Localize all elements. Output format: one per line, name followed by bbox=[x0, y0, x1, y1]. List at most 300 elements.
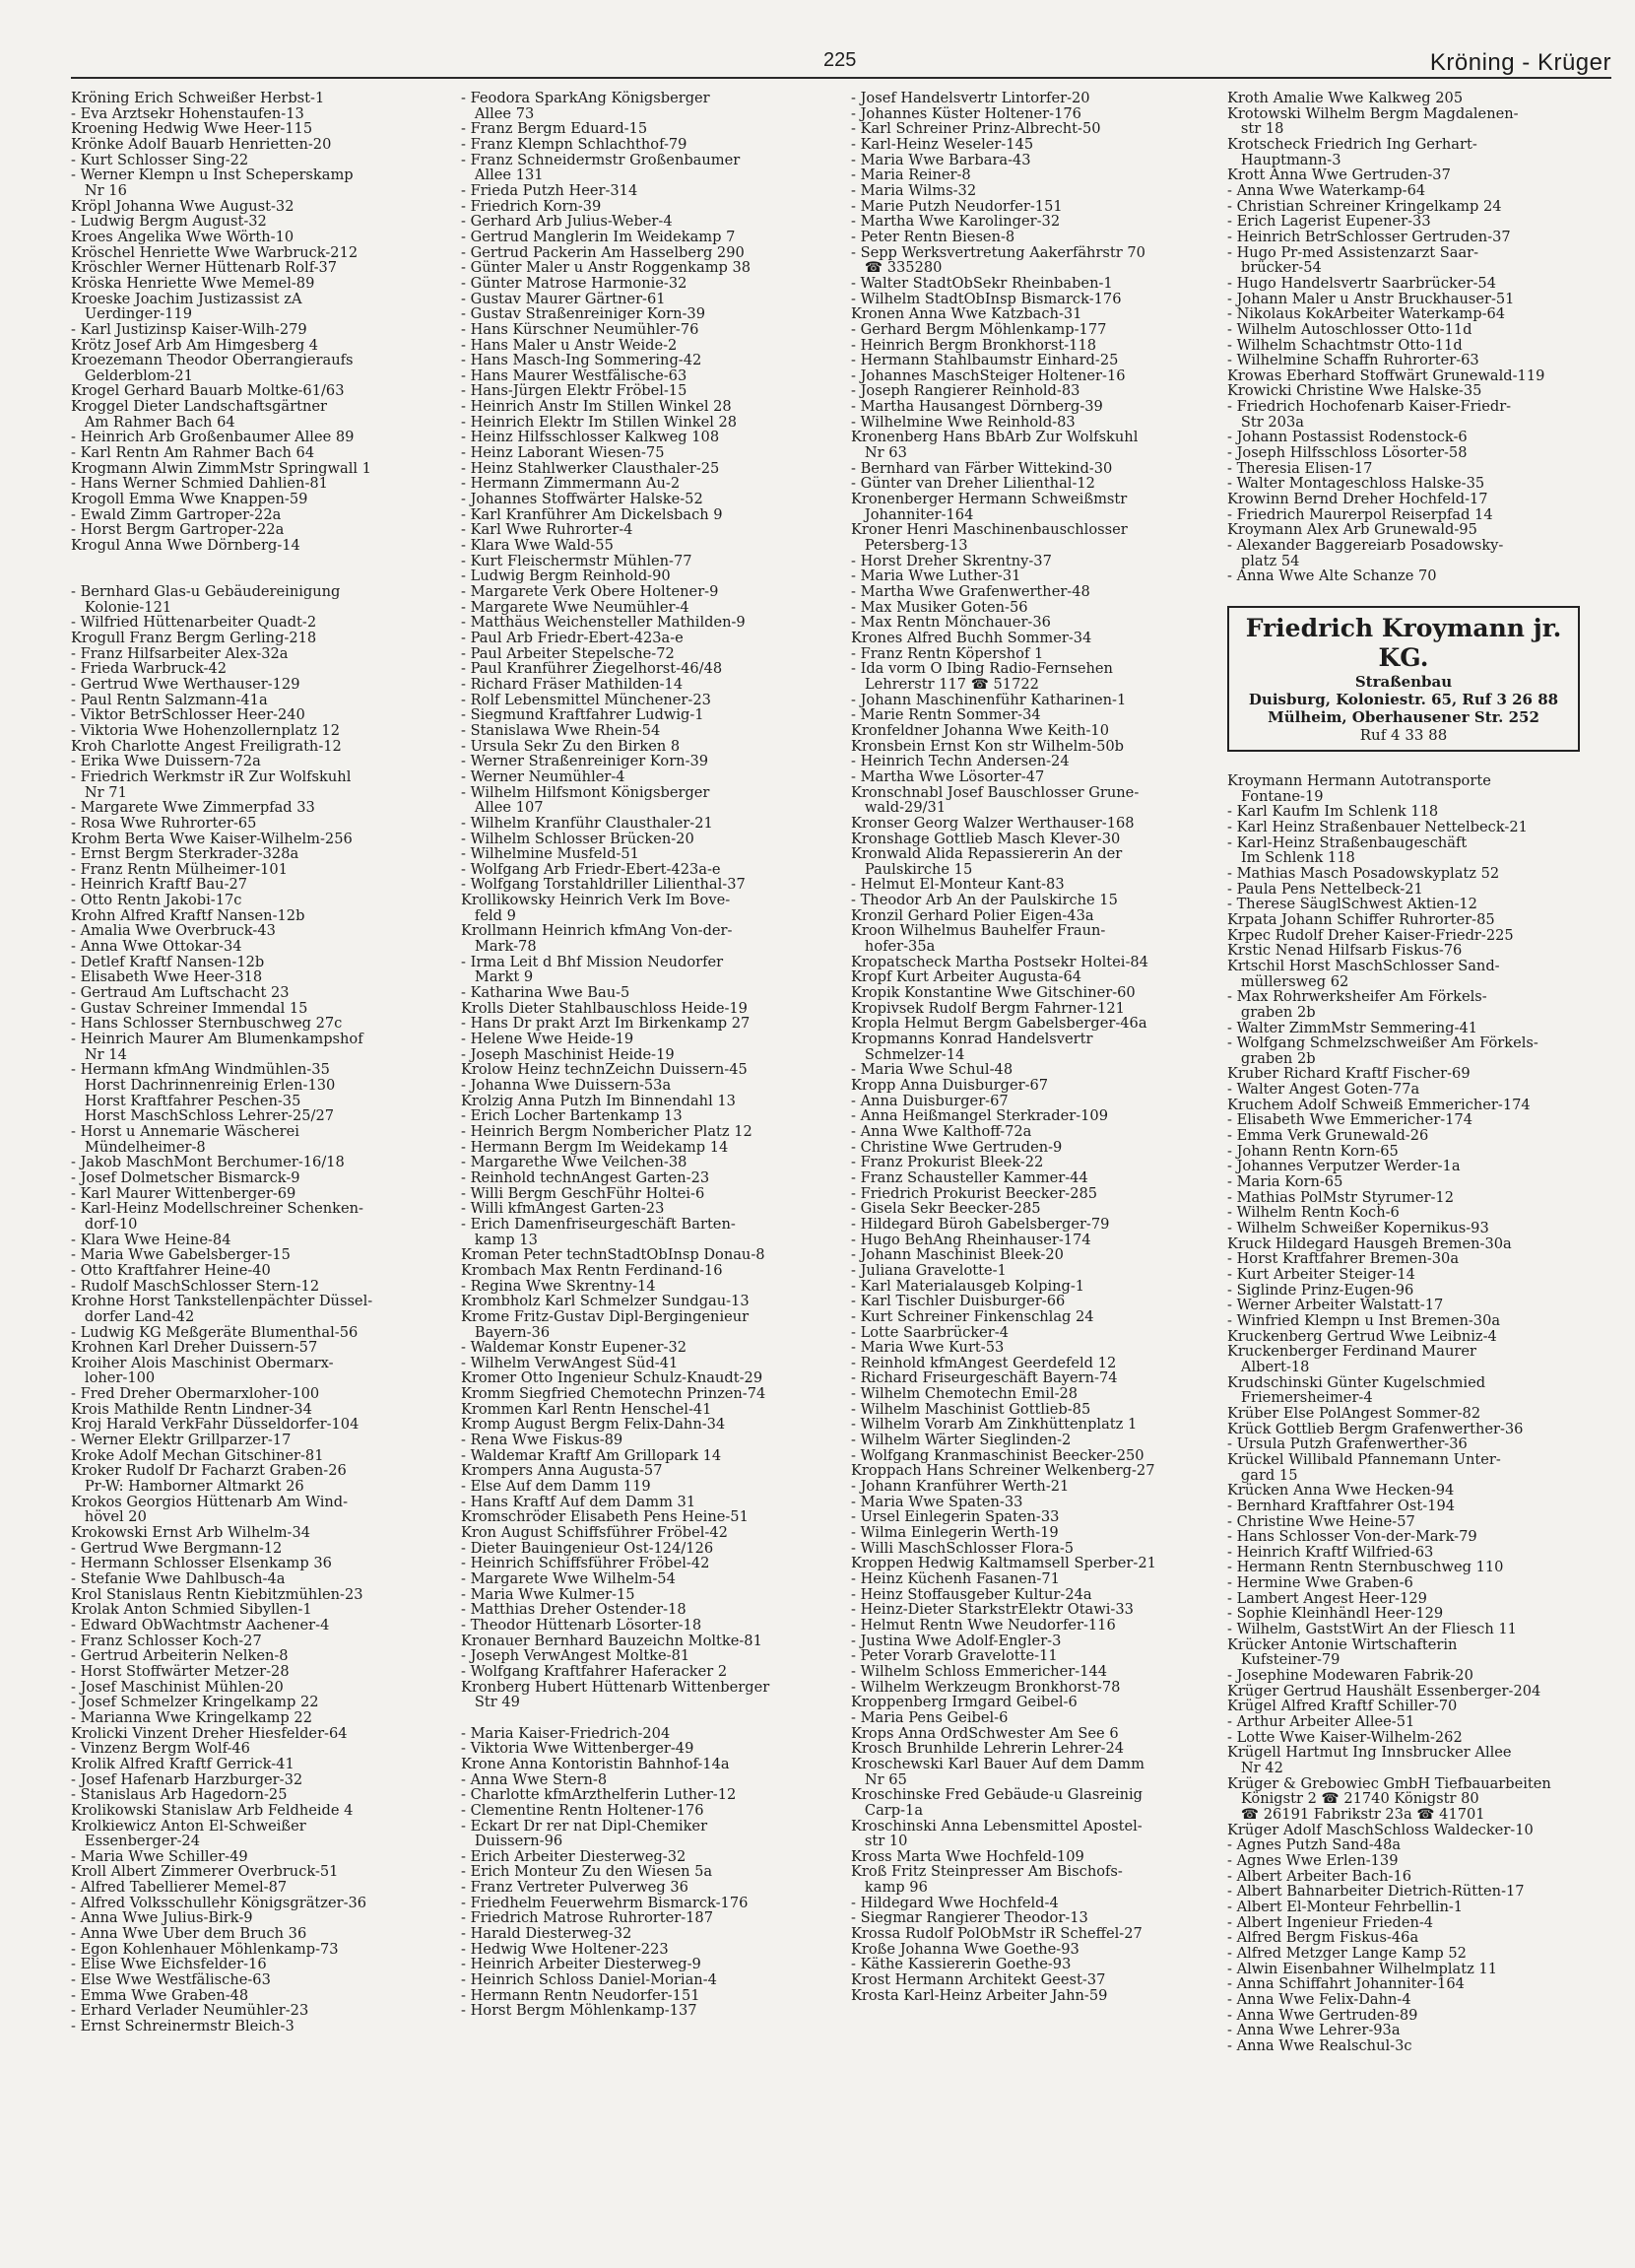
directory-entry: Kroggel Dieter Landschaftsgärtner bbox=[71, 399, 327, 415]
advertisement-company: Friedrich Kroymann jr. KG. bbox=[1245, 614, 1562, 672]
directory-entry: Krolls Dieter Stahlbauschloss Heide-19 bbox=[461, 1000, 748, 1017]
directory-entry: - Gisela Sekr Beecker-285 bbox=[851, 1201, 1041, 1217]
advertisement-phone: Ruf 4 33 88 bbox=[1359, 726, 1448, 744]
directory-entry: - Horst Bergm Gartroper-22a bbox=[71, 522, 285, 539]
directory-entry: - Hermann Zimmermann Au-2 bbox=[461, 476, 681, 493]
directory-entry: - Hans Kürschner Neumühler-76 bbox=[461, 321, 699, 338]
directory-entry: Krohnen Karl Dreher Duissern-57 bbox=[71, 1340, 318, 1356]
directory-entry: - Friedhelm Feuerwehrm Bismarck-176 bbox=[461, 1895, 749, 1911]
directory-entry: - Horst Bergm Möhlenkamp-137 bbox=[461, 2003, 697, 2020]
directory-entry: - Erich Lagerist Eupener-33 bbox=[1227, 214, 1431, 230]
directory-entry: - Maria Wwe Schul-48 bbox=[851, 1062, 1014, 1078]
directory-entry: - Kurt Schreiner Finkenschlag 24 bbox=[851, 1308, 1094, 1325]
directory-entry: - Alfred Volksschullehr Königsgrätzer-36 bbox=[71, 1895, 367, 1911]
directory-entry: - Maria Wwe Gabelsberger-15 bbox=[71, 1247, 291, 1263]
directory-entry: - Johann Maler u Anstr Bruckhauser-51 bbox=[1227, 291, 1515, 307]
directory-entry: - Eckart Dr rer nat Dipl-Chemiker bbox=[461, 1818, 708, 1834]
directory-entry: - Alwin Eisenbahner Wilhelmplatz 11 bbox=[1227, 1961, 1498, 1977]
directory-entry: - Wilhelm Schlosser Brücken-20 bbox=[461, 831, 694, 847]
directory-entry: - Waldemar Kraftf Am Grillopark 14 bbox=[461, 1447, 722, 1464]
directory-entry: - Karl-Heinz Modellschreiner Schenken- bbox=[71, 1201, 363, 1217]
directory-entry: Krogmann Alwin ZimmMstr Springwall 1 bbox=[71, 460, 371, 477]
directory-entry: Kropp Anna Duisburger-67 bbox=[851, 1078, 1049, 1094]
directory-entry: - Helene Wwe Heide-19 bbox=[461, 1032, 634, 1047]
directory-entry: - Alfred Tabellierer Memel-87 bbox=[71, 1880, 288, 1896]
directory-entry: Krücken Anna Wwe Hecken-94 bbox=[1227, 1483, 1455, 1499]
directory-entry: - Paula Pens Nettelbeck-21 bbox=[1227, 881, 1423, 898]
directory-entry: Nr 16 bbox=[71, 182, 127, 199]
directory-entry: loher-100 bbox=[71, 1370, 156, 1387]
directory-entry: Kroß Fritz Steinpresser Am Bischofs- bbox=[851, 1864, 1123, 1881]
directory-entry bbox=[71, 568, 443, 584]
directory-entry: - Maria Korn-65 bbox=[1227, 1174, 1343, 1190]
directory-entry: - Hermann kfmAng Windmühlen-35 bbox=[71, 1062, 330, 1078]
directory-entry: - Christian Schreiner Kringelkamp 24 bbox=[1227, 198, 1502, 215]
directory-entry: - Friedrich Matrose Ruhrorter-187 bbox=[461, 1910, 713, 1927]
directory-entry: Kroke Adolf Mechan Gitschiner-81 bbox=[71, 1447, 324, 1464]
directory-entry: Krombholz Karl Schmelzer Sundgau-13 bbox=[461, 1294, 750, 1309]
directory-entry: - Marie Rentn Sommer-34 bbox=[851, 707, 1041, 723]
directory-entry: Krücker Antonie Wirtschafterin bbox=[1227, 1636, 1458, 1653]
directory-entry: Krstic Nenad Hilfsarb Fiskus-76 bbox=[1227, 943, 1463, 959]
directory-entry: - Franz Vertreter Pulverweg 36 bbox=[461, 1880, 688, 1896]
directory-entry: - Johanna Wwe Duissern-53a bbox=[461, 1078, 672, 1094]
directory-entry: Kröning Erich Schweißer Herbst-1 bbox=[71, 91, 325, 106]
directory-entry: Am Rahmer Bach 64 bbox=[71, 414, 235, 431]
directory-entry: - Werner Klempn u Inst Scheperskamp bbox=[71, 167, 354, 183]
directory-entry: Lehrerstr 117 ☎ 51722 bbox=[851, 676, 1039, 693]
directory-entry: - Ludwig Bergm August-32 bbox=[71, 214, 267, 230]
directory-entry: - Heinrich Kraftf Wilfried-63 bbox=[1227, 1544, 1434, 1561]
directory-entry: - Kurt Fleischermstr Mühlen-77 bbox=[461, 553, 692, 569]
directory-entry: Im Schlenk 118 bbox=[1227, 850, 1355, 866]
directory-entry: kamp 13 bbox=[461, 1232, 538, 1248]
directory-entry: - Josef Handelsvertr Lintorfer-20 bbox=[851, 91, 1090, 106]
directory-entry: - Josef Maschinist Mühlen-20 bbox=[71, 1679, 284, 1696]
directory-entry: - Heinz Laborant Wiesen-75 bbox=[461, 445, 665, 461]
directory-entry: Krosch Brunhilde Lehrerin Lehrer-24 bbox=[851, 1741, 1125, 1757]
directory-entry: - Wilhelm, GaststWirt An der Fliesch 11 bbox=[1227, 1622, 1517, 1637]
directory-entry: brücker-54 bbox=[1227, 260, 1322, 276]
directory-entry: - Heinrich Anstr Im Stillen Winkel 28 bbox=[461, 399, 732, 415]
directory-entry: - Karl Kranführer Am Dickelsbach 9 bbox=[461, 506, 723, 523]
directory-entry: Krolow Heinz technZeichn Duissern-45 bbox=[461, 1062, 748, 1078]
directory-entry: - Katharina Wwe Bau-5 bbox=[461, 985, 630, 1001]
directory-entry: Paulskirche 15 bbox=[851, 861, 973, 878]
directory-entry: Allee 107 bbox=[461, 800, 544, 816]
directory-entry: feld 9 bbox=[461, 907, 516, 924]
directory-entry: - Gustav Schreiner Immendal 15 bbox=[71, 1000, 308, 1017]
directory-entry: Gelderblom-21 bbox=[71, 367, 193, 384]
directory-entry: - Joseph Hilfsschloss Lösorter-58 bbox=[1227, 445, 1468, 461]
directory-entry: Markt 9 bbox=[461, 969, 534, 986]
directory-entry: - Edward ObWachtmstr Aachener-4 bbox=[71, 1617, 330, 1634]
directory-entry: Krüger & Grebowiec GmbH Tiefbauarbeiten bbox=[1227, 1775, 1551, 1792]
directory-entry: Kruber Richard Kraftf Fischer-69 bbox=[1227, 1066, 1471, 1083]
directory-entry: - Albert El-Monteur Fehrbellin-1 bbox=[1227, 1899, 1464, 1915]
directory-entry: - Rosa Wwe Ruhrorter-65 bbox=[71, 815, 257, 832]
directory-entry: - Karl Tischler Duisburger-66 bbox=[851, 1294, 1066, 1309]
directory-entry: - Maria Wwe Kulmer-15 bbox=[461, 1586, 635, 1603]
header-rule bbox=[71, 77, 1611, 79]
directory-entry: Krolkiewicz Anton El-Schweißer bbox=[71, 1818, 306, 1834]
directory-entry: - Margarete Wwe Wilhelm-54 bbox=[461, 1571, 676, 1587]
directory-entry: - Hermann Bergm Im Weidekamp 14 bbox=[461, 1139, 729, 1156]
directory-entry: - Hermine Wwe Graben-6 bbox=[1227, 1575, 1413, 1591]
directory-entry: Krohne Horst Tankstellenpächter Düssel- bbox=[71, 1294, 373, 1309]
directory-entry: - Walter StadtObSekr Rheinbaben-1 bbox=[851, 275, 1113, 292]
directory-entry: Str 49 bbox=[461, 1695, 520, 1710]
directory-entry: - Maria Pens Geibel-6 bbox=[851, 1709, 1009, 1726]
directory-entry: - Maria Wilms-32 bbox=[851, 182, 977, 199]
directory-entry: - Helmut Rentn Wwe Neudorfer-116 bbox=[851, 1617, 1116, 1634]
directory-entry: Kroman Peter technStadtObInsp Donau-8 bbox=[461, 1247, 765, 1263]
directory-entry: - Hans Kraftf Auf dem Damm 31 bbox=[461, 1494, 696, 1510]
directory-entry: - Heinz-Dieter StarkstrElektr Otawi-33 bbox=[851, 1602, 1134, 1618]
directory-entry: - Johannes Küster Holtener-176 bbox=[851, 105, 1081, 122]
directory-entry: Kolonie-121 bbox=[71, 599, 172, 616]
directory-entry: Krötz Josef Arb Am Himgesberg 4 bbox=[71, 337, 319, 354]
directory-entry: - Ernst Bergm Sterkrader-328a bbox=[71, 846, 299, 862]
directory-entry: Kroner Henri Maschinenbauschlosser bbox=[851, 522, 1128, 539]
directory-entry: - Werner Arbeiter Walstatt-17 bbox=[1227, 1298, 1444, 1313]
directory-entry: Mündelheimer-8 bbox=[71, 1139, 206, 1156]
directory-entry: Krompers Anna Augusta-57 bbox=[461, 1463, 663, 1480]
directory-entry: - Erich Monteur Zu den Wiesen 5a bbox=[461, 1864, 713, 1881]
directory-entry: - Wilhelm Wärter Sieglinden-2 bbox=[851, 1433, 1072, 1448]
directory-entry: gard 15 bbox=[1227, 1467, 1298, 1484]
page-number: 225 bbox=[823, 49, 857, 71]
directory-entry: Nr 63 bbox=[851, 445, 907, 461]
directory-entry: Kronauer Bernhard Bauzeichn Moltke-81 bbox=[461, 1633, 762, 1649]
directory-entry: - Klara Wwe Wald-55 bbox=[461, 538, 614, 554]
directory-entry: - Günter Maler u Anstr Roggenkamp 38 bbox=[461, 260, 752, 276]
directory-entry: - Else Wwe Westfälische-63 bbox=[71, 1972, 271, 1988]
directory-entry: kamp 96 bbox=[851, 1880, 928, 1896]
directory-entry: - Walter Angest Goten-77a bbox=[1227, 1082, 1420, 1098]
directory-entry: - Martha Wwe Lösorter-47 bbox=[851, 768, 1045, 785]
directory-entry: Krüber Else PolAngest Sommer-82 bbox=[1227, 1405, 1481, 1422]
directory-entry: Krome Fritz-Gustav Dipl-Bergingenieur bbox=[461, 1308, 750, 1325]
directory-entry: - Johannes Stoffwärter Halske-52 bbox=[461, 492, 703, 507]
directory-entry: Krudschinski Günter Kugelschmied bbox=[1227, 1374, 1486, 1391]
directory-entry: - Gertrud Packerin Am Hasselberg 290 bbox=[461, 244, 745, 261]
directory-entry: - Frieda Warbruck-42 bbox=[71, 661, 228, 677]
directory-entry: - Ludwig Bergm Reinhold-90 bbox=[461, 568, 671, 584]
directory-entry: - Martha Wwe Grafenwerther-48 bbox=[851, 584, 1090, 600]
directory-entry: - Heinrich Bergm Nombericher Platz 12 bbox=[461, 1123, 752, 1140]
directory-entry: - Wilhelm Chemotechn Emil-28 bbox=[851, 1386, 1079, 1402]
directory-entry: - Helmut El-Monteur Kant-83 bbox=[851, 877, 1065, 894]
directory-entry: - Erich Locher Bartenkamp 13 bbox=[461, 1108, 683, 1124]
directory-entry: Nr 14 bbox=[71, 1046, 127, 1063]
directory-entry: Krogoll Emma Wwe Knappen-59 bbox=[71, 492, 308, 507]
directory-entry: - Paul Arb Friedr-Ebert-423a-e bbox=[461, 630, 684, 646]
directory-entry: - Anna Wwe Über dem Bruch 36 bbox=[71, 1926, 307, 1942]
directory-entry: - Gertrud Wwe Bergmann-12 bbox=[71, 1540, 283, 1557]
directory-entry: Fontane-19 bbox=[1227, 788, 1324, 805]
directory-entry: - Max Rentn Mönchauer-36 bbox=[851, 615, 1051, 631]
directory-entry: - Joseph Rangierer Reinhold-83 bbox=[851, 383, 1080, 400]
directory-entry: Kröska Henriette Wwe Memel-89 bbox=[71, 275, 315, 292]
directory-entry: - Elisabeth Wwe Emmericher-174 bbox=[1227, 1112, 1472, 1129]
directory-entry: Carp-1a bbox=[851, 1802, 924, 1819]
directory-entry: Johanniter-164 bbox=[851, 506, 974, 523]
directory-entry: - Franz Bergm Eduard-15 bbox=[461, 121, 648, 137]
directory-entry: - Hugo Pr-med Assistenzarzt Saar- bbox=[1227, 244, 1479, 261]
directory-entry: hövel 20 bbox=[71, 1509, 147, 1526]
directory-entry: - Wilhelm Schachtmstr Otto-11d bbox=[1227, 337, 1463, 354]
directory-entry: - Viktor BetrSchlosser Heer-240 bbox=[71, 707, 305, 723]
directory-entry: - Franz Rentn Mülheimer-101 bbox=[71, 861, 288, 878]
directory-entry: - Margarete Verk Obere Holtener-9 bbox=[461, 584, 719, 600]
directory-entry: Bayern-36 bbox=[461, 1324, 551, 1341]
directory-entry: Kropivsek Rudolf Bergm Fahrner-121 bbox=[851, 1000, 1125, 1017]
directory-entry: - Siegmund Kraftfahrer Ludwig-1 bbox=[461, 707, 704, 723]
directory-entry: - Fred Dreher Obermarxloher-100 bbox=[71, 1386, 320, 1402]
directory-entry: Kroiher Alois Maschinist Obermarx- bbox=[71, 1355, 334, 1371]
directory-entry: Krollikowsky Heinrich Verk Im Bove- bbox=[461, 893, 731, 908]
directory-entry: - Hans Maurer Westfälische-63 bbox=[461, 367, 687, 384]
directory-entry: - Hildegard Wwe Hochfeld-4 bbox=[851, 1895, 1059, 1911]
directory-entry: - Wolfgang Schmelzschweißer Am Förkels- bbox=[1227, 1035, 1538, 1051]
directory-entry: Friemersheimer-4 bbox=[1227, 1390, 1373, 1406]
directory-entry: - Ursula Sekr Zu den Birken 8 bbox=[461, 738, 681, 755]
directory-entry: - Hermann Schlosser Elsenkamp 36 bbox=[71, 1556, 332, 1571]
directory-entry bbox=[71, 554, 443, 569]
directory-entry: Kronschnabl Josef Bauschlosser Grune- bbox=[851, 784, 1140, 801]
directory-entry: - Karl Kaufm Im Schlenk 118 bbox=[1227, 804, 1439, 820]
directory-entry: - Wilhelm Rentn Koch-6 bbox=[1227, 1205, 1400, 1222]
directory-entry: Kroschewski Karl Bauer Auf dem Damm bbox=[851, 1756, 1144, 1772]
directory-entry: - Reinhold technAngest Garten-23 bbox=[461, 1169, 710, 1186]
directory-entry: - Franz Klempn Schlachthof-79 bbox=[461, 136, 687, 153]
directory-entry: - Reinhold kfmAngest Geerdefeld 12 bbox=[851, 1355, 1117, 1371]
directory-entry: - Theodor Arb An der Paulskirche 15 bbox=[851, 893, 1118, 908]
directory-entry: - Heinz Küchenh Fasanen-71 bbox=[851, 1571, 1060, 1587]
directory-entry: - Werner Straßenreiniger Korn-39 bbox=[461, 754, 709, 769]
directory-entry: - Franz Hilfsarbeiter Alex-32a bbox=[71, 645, 289, 662]
directory-entry: - Anna Schiffahrt Johanniter-164 bbox=[1227, 1976, 1465, 1992]
directory-entry: - Karl Heinz Straßenbauer Nettelbeck-21 bbox=[1227, 819, 1528, 835]
directory-entry: - Karl Materialausgeb Kolping-1 bbox=[851, 1278, 1085, 1295]
directory-entry: Krowinn Bernd Dreher Hochfeld-17 bbox=[1227, 492, 1488, 507]
directory-entry: Krombach Max Rentn Ferdinand-16 bbox=[461, 1262, 723, 1279]
directory-entry: - Josef Schmelzer Kringelkamp 22 bbox=[71, 1695, 319, 1710]
directory-entry: - Franz Rentn Köpershof 1 bbox=[851, 645, 1044, 662]
directory-entry: - Franz Schneidermstr Großenbaumer bbox=[461, 152, 741, 168]
directory-entry: - Maria Wwe Kurt-53 bbox=[851, 1340, 1005, 1356]
directory-entry: Kroße Johanna Wwe Goethe-93 bbox=[851, 1941, 1079, 1958]
directory-entry: Krügell Hartmut Ing Innsbrucker Allee bbox=[1227, 1745, 1512, 1761]
directory-entry: - Gerhard Bergm Möhlenkamp-177 bbox=[851, 321, 1107, 338]
directory-entry: - Heinrich Maurer Am Blumenkampshof bbox=[71, 1032, 363, 1047]
directory-entry: - Else Auf dem Damm 119 bbox=[461, 1479, 651, 1495]
directory-entry: Kroymann Alex Arb Grunewald-95 bbox=[1227, 522, 1477, 539]
directory-entry: Kroening Hedwig Wwe Heer-115 bbox=[71, 121, 313, 137]
directory-entry: Schmelzer-14 bbox=[851, 1046, 965, 1063]
directory-entry: Kronenberg Hans BbArb Zur Wolfskuhl bbox=[851, 430, 1139, 446]
directory-entry: - Maria Reiner-8 bbox=[851, 167, 971, 183]
directory-entry: - Wilhelmine Wwe Reinhold-83 bbox=[851, 414, 1076, 431]
directory-entry: Kropik Konstantine Wwe Gitschiner-60 bbox=[851, 985, 1136, 1001]
directory-entry: - Feodora SparkAng Königsberger bbox=[461, 91, 710, 106]
directory-entry: wald-29/31 bbox=[851, 800, 947, 816]
directory-entry: - Heinrich Schiffsführer Fröbel-42 bbox=[461, 1556, 710, 1571]
directory-entry: Kronfeldner Johanna Wwe Keith-10 bbox=[851, 722, 1109, 739]
directory-entry: Kruchem Adolf Schweiß Emmericher-174 bbox=[1227, 1097, 1531, 1113]
directory-entry: - Frieda Putzh Heer-314 bbox=[461, 182, 638, 199]
directory-entry: Kromm Siegfried Chemotechn Prinzen-74 bbox=[461, 1386, 766, 1402]
directory-entry: Kromp August Bergm Felix-Dahn-34 bbox=[461, 1417, 726, 1434]
directory-entry: - Richard Fräser Mathilden-14 bbox=[461, 676, 684, 693]
directory-entry: - Heinz Stoffausgeber Kultur-24a bbox=[851, 1586, 1092, 1603]
directory-entry: - Friedrich Maurerpol Reiserpfad 14 bbox=[1227, 506, 1493, 523]
directory-entry: - Hans Werner Schmied Dahlien-81 bbox=[71, 476, 328, 493]
directory-entry: - Erika Wwe Duissern-72a bbox=[71, 754, 261, 769]
directory-entry: - Heinrich Arbeiter Diesterweg-9 bbox=[461, 1957, 701, 1973]
directory-entry: - Lotte Wwe Kaiser-Wilhelm-262 bbox=[1227, 1729, 1463, 1746]
directory-entry: - Therese SäuglSchwest Aktien-12 bbox=[1227, 897, 1477, 912]
directory-entry: - Horst u Annemarie Wäscherei bbox=[71, 1123, 299, 1140]
directory-entry: - Hildegard Büroh Gabelsberger-79 bbox=[851, 1216, 1110, 1233]
directory-entry: - Friedrich Werkmstr iR Zur Wolfskuhl bbox=[71, 768, 352, 785]
directory-entry: - Marianna Wwe Kringelkamp 22 bbox=[71, 1709, 312, 1726]
directory-entry: - Wilhelm Schweißer Kopernikus-93 bbox=[1227, 1221, 1489, 1236]
directory-entry: - Paul Kranführer Ziegelhorst-46/48 bbox=[461, 661, 723, 677]
directory-entry: - Heinrich BetrSchlosser Gertruden-37 bbox=[1227, 229, 1511, 245]
directory-column-4-bottom bbox=[1227, 773, 1613, 2053]
directory-column-3 bbox=[851, 91, 1223, 2258]
directory-entry: Krossa Rudolf PolObMstr iR Scheffel-27 bbox=[851, 1926, 1143, 1942]
directory-column-1 bbox=[71, 91, 443, 2258]
directory-column-2 bbox=[461, 91, 833, 2258]
directory-entry: str 18 bbox=[1227, 121, 1284, 137]
directory-entry: - Peter Vorarb Gravelotte-11 bbox=[851, 1648, 1058, 1664]
directory-entry: - Hans-Jürgen Elektr Fröbel-15 bbox=[461, 383, 687, 400]
directory-entry: hofer-35a bbox=[851, 939, 936, 955]
directory-entry: - Heinrich Arb Großenbaumer Allee 89 bbox=[71, 430, 355, 446]
directory-entry: - Albert Ingenieur Frieden-4 bbox=[1227, 1914, 1434, 1931]
directory-entry: - Irma Leit d Bhf Mission Neudorfer bbox=[461, 954, 724, 970]
directory-entry: - Willi Bergm GeschFühr Holtei-6 bbox=[461, 1185, 705, 1202]
directory-entry: - Walter Montageschloss Halske-35 bbox=[1227, 476, 1485, 493]
directory-entry: - Alfred Metzger Lange Kamp 52 bbox=[1227, 1945, 1467, 1962]
directory-entry: Krowicki Christine Wwe Halske-35 bbox=[1227, 383, 1482, 400]
directory-entry: - Wilhelm Autoschlosser Otto-11d bbox=[1227, 321, 1472, 338]
directory-entry: - Clementine Rentn Holtener-176 bbox=[461, 1802, 704, 1819]
directory-entry: Kroh Charlotte Angest Freiligrath-12 bbox=[71, 738, 342, 755]
directory-entry: - Paul Arbeiter Stepelsche-72 bbox=[461, 645, 675, 662]
directory-entry: - Karl-Heinz Straßenbaugeschäft bbox=[1227, 834, 1468, 851]
directory-entry: Krolik Alfred Kraftf Gerrick-41 bbox=[71, 1756, 294, 1772]
directory-entry: - Rolf Lebensmittel Münchener-23 bbox=[461, 692, 711, 708]
directory-entry: Str 203a bbox=[1227, 414, 1304, 431]
directory-entry: - Sophie Kleinhändl Heer-129 bbox=[1227, 1606, 1444, 1623]
directory-entry: - Wolfgang Arb Friedr-Ebert-423a-e bbox=[461, 861, 721, 878]
directory-entry: - Theresia Elisen-17 bbox=[1227, 460, 1373, 477]
directory-entry: - Matthäus Weichensteller Mathilden-9 bbox=[461, 615, 746, 631]
directory-entry: - Willi MaschSchlosser Flora-5 bbox=[851, 1540, 1075, 1557]
directory-entry: - Maria Wwe Luther-31 bbox=[851, 568, 1021, 584]
directory-entry: - Sepp Werksvertretung Aakerfährstr 70 bbox=[851, 244, 1145, 261]
advertisement-business: Straßenbau bbox=[1354, 673, 1453, 691]
directory-entry: Krops Anna OrdSchwester Am See 6 bbox=[851, 1725, 1119, 1742]
directory-entry: - Emma Wwe Graben-48 bbox=[71, 1987, 249, 2004]
directory-entry: Krol Stanislaus Rentn Kiebitzmühlen-23 bbox=[71, 1586, 363, 1603]
directory-entry: - Alfred Bergm Fiskus-46a bbox=[1227, 1930, 1419, 1946]
directory-entry: ☎ 335280 bbox=[851, 260, 943, 276]
directory-entry: - Erhard Verlader Neumühler-23 bbox=[71, 2003, 309, 2020]
directory-entry: - Agnes Putzh Sand-48a bbox=[1227, 1837, 1402, 1853]
directory-entry: - Johann Maschinenführ Katharinen-1 bbox=[851, 692, 1127, 708]
directory-entry: - Willi kfmAngest Garten-23 bbox=[461, 1201, 665, 1217]
directory-entry: Kufsteiner-79 bbox=[1227, 1652, 1341, 1669]
directory-entry: Krückel Willibald Pfannemann Unter- bbox=[1227, 1451, 1501, 1468]
directory-entry: - Martha Hausangest Dörnberg-39 bbox=[851, 399, 1103, 415]
directory-entry: - Anna Wwe Ottokar-34 bbox=[71, 939, 242, 955]
directory-entry: Kron August Schiffsführer Fröbel-42 bbox=[461, 1525, 728, 1541]
directory-entry: - Heinrich Kraftf Bau-27 bbox=[71, 877, 248, 894]
directory-entry: Krolak Anton Schmied Sibyllen-1 bbox=[71, 1602, 312, 1618]
directory-entry: Königstr 2 ☎ 21740 Königstr 80 bbox=[1227, 1791, 1479, 1807]
directory-entry: - Otto Kraftfahrer Heine-40 bbox=[71, 1262, 271, 1279]
directory-entry: Krowas Eberhard Stoffwärt Grunewald-119 bbox=[1227, 367, 1545, 384]
directory-entry: - Gustav Straßenreiniger Korn-39 bbox=[461, 306, 706, 322]
directory-entry: Albert-18 bbox=[1227, 1359, 1310, 1375]
directory-entry: - Wilhelm Schloss Emmericher-144 bbox=[851, 1663, 1108, 1680]
directory-entry: - Ursula Putzh Grafenwerther-36 bbox=[1227, 1436, 1468, 1452]
directory-entry: Kronsbein Ernst Kon str Wilhelm-50b bbox=[851, 738, 1125, 755]
directory-entry: - Nikolaus KokArbeiter Waterkamp-64 bbox=[1227, 306, 1506, 322]
directory-entry: Krokowski Ernst Arb Wilhelm-34 bbox=[71, 1525, 311, 1541]
directory-entry: Krokos Georgios Hüttenarb Am Wind- bbox=[71, 1494, 349, 1510]
directory-entry: - Anna Wwe Felix-Dahn-4 bbox=[1227, 1991, 1411, 2008]
directory-entry: Duissern-96 bbox=[461, 1834, 563, 1849]
directory-entry: Kröschler Werner Hüttenarb Rolf-37 bbox=[71, 260, 338, 276]
directory-entry: - Rena Wwe Fiskus-89 bbox=[461, 1433, 623, 1448]
directory-entry: - Franz Schausteller Kammer-44 bbox=[851, 1169, 1088, 1186]
directory-entry: str 10 bbox=[851, 1834, 908, 1849]
directory-entry: Mark-78 bbox=[461, 939, 537, 955]
directory-entry: - Hans Schlosser Von-der-Mark-79 bbox=[1227, 1529, 1477, 1545]
directory-entry: - Maria Wwe Schiller-49 bbox=[71, 1848, 248, 1865]
directory-entry: dorfer Land-42 bbox=[71, 1308, 195, 1325]
directory-entry: - Stanislawa Wwe Rhein-54 bbox=[461, 722, 661, 739]
directory-columns bbox=[0, 91, 1635, 2258]
directory-entry: - Jakob MaschMont Berchumer-16/18 bbox=[71, 1155, 345, 1170]
directory-entry: - Johann Maschinist Bleek-20 bbox=[851, 1247, 1064, 1263]
directory-entry: Kroppen Hedwig Kaltmamsell Sperber-21 bbox=[851, 1556, 1156, 1571]
directory-entry: - Harald Diesterweg-32 bbox=[461, 1926, 632, 1942]
directory-entry: platz 54 bbox=[1227, 553, 1300, 569]
directory-entry: Krolicki Vinzent Dreher Hiesfelder-64 bbox=[71, 1725, 348, 1742]
directory-entry: graben 2b bbox=[1227, 1050, 1316, 1067]
directory-entry: dorf-10 bbox=[71, 1216, 138, 1233]
directory-entry: Kroezemann Theodor Oberrangieraufs bbox=[71, 353, 354, 368]
directory-entry: - Bernhard Glas-u Gebäudereinigung bbox=[71, 584, 341, 600]
directory-entry: - Johann Rentn Korn-65 bbox=[1227, 1143, 1399, 1160]
directory-entry: - Gerhard Arb Julius-Weber-4 bbox=[461, 214, 673, 230]
directory-entry: - Wolfgang Kraftfahrer Haferacker 2 bbox=[461, 1663, 728, 1680]
directory-entry: Nr 42 bbox=[1227, 1761, 1283, 1776]
directory-entry: Krohm Berta Wwe Kaiser-Wilhelm-256 bbox=[71, 831, 353, 847]
directory-entry: - Max Rohrwerksheifer Am Förkels- bbox=[1227, 989, 1487, 1005]
directory-entry: - Arthur Arbeiter Allee-51 bbox=[1227, 1714, 1415, 1730]
directory-entry: Kruckenberger Ferdinand Maurer bbox=[1227, 1344, 1476, 1360]
directory-entry: Kropla Helmut Bergm Gabelsberger-46a bbox=[851, 1016, 1147, 1033]
directory-entry: - Elise Wwe Eichsfelder-16 bbox=[71, 1957, 267, 1973]
